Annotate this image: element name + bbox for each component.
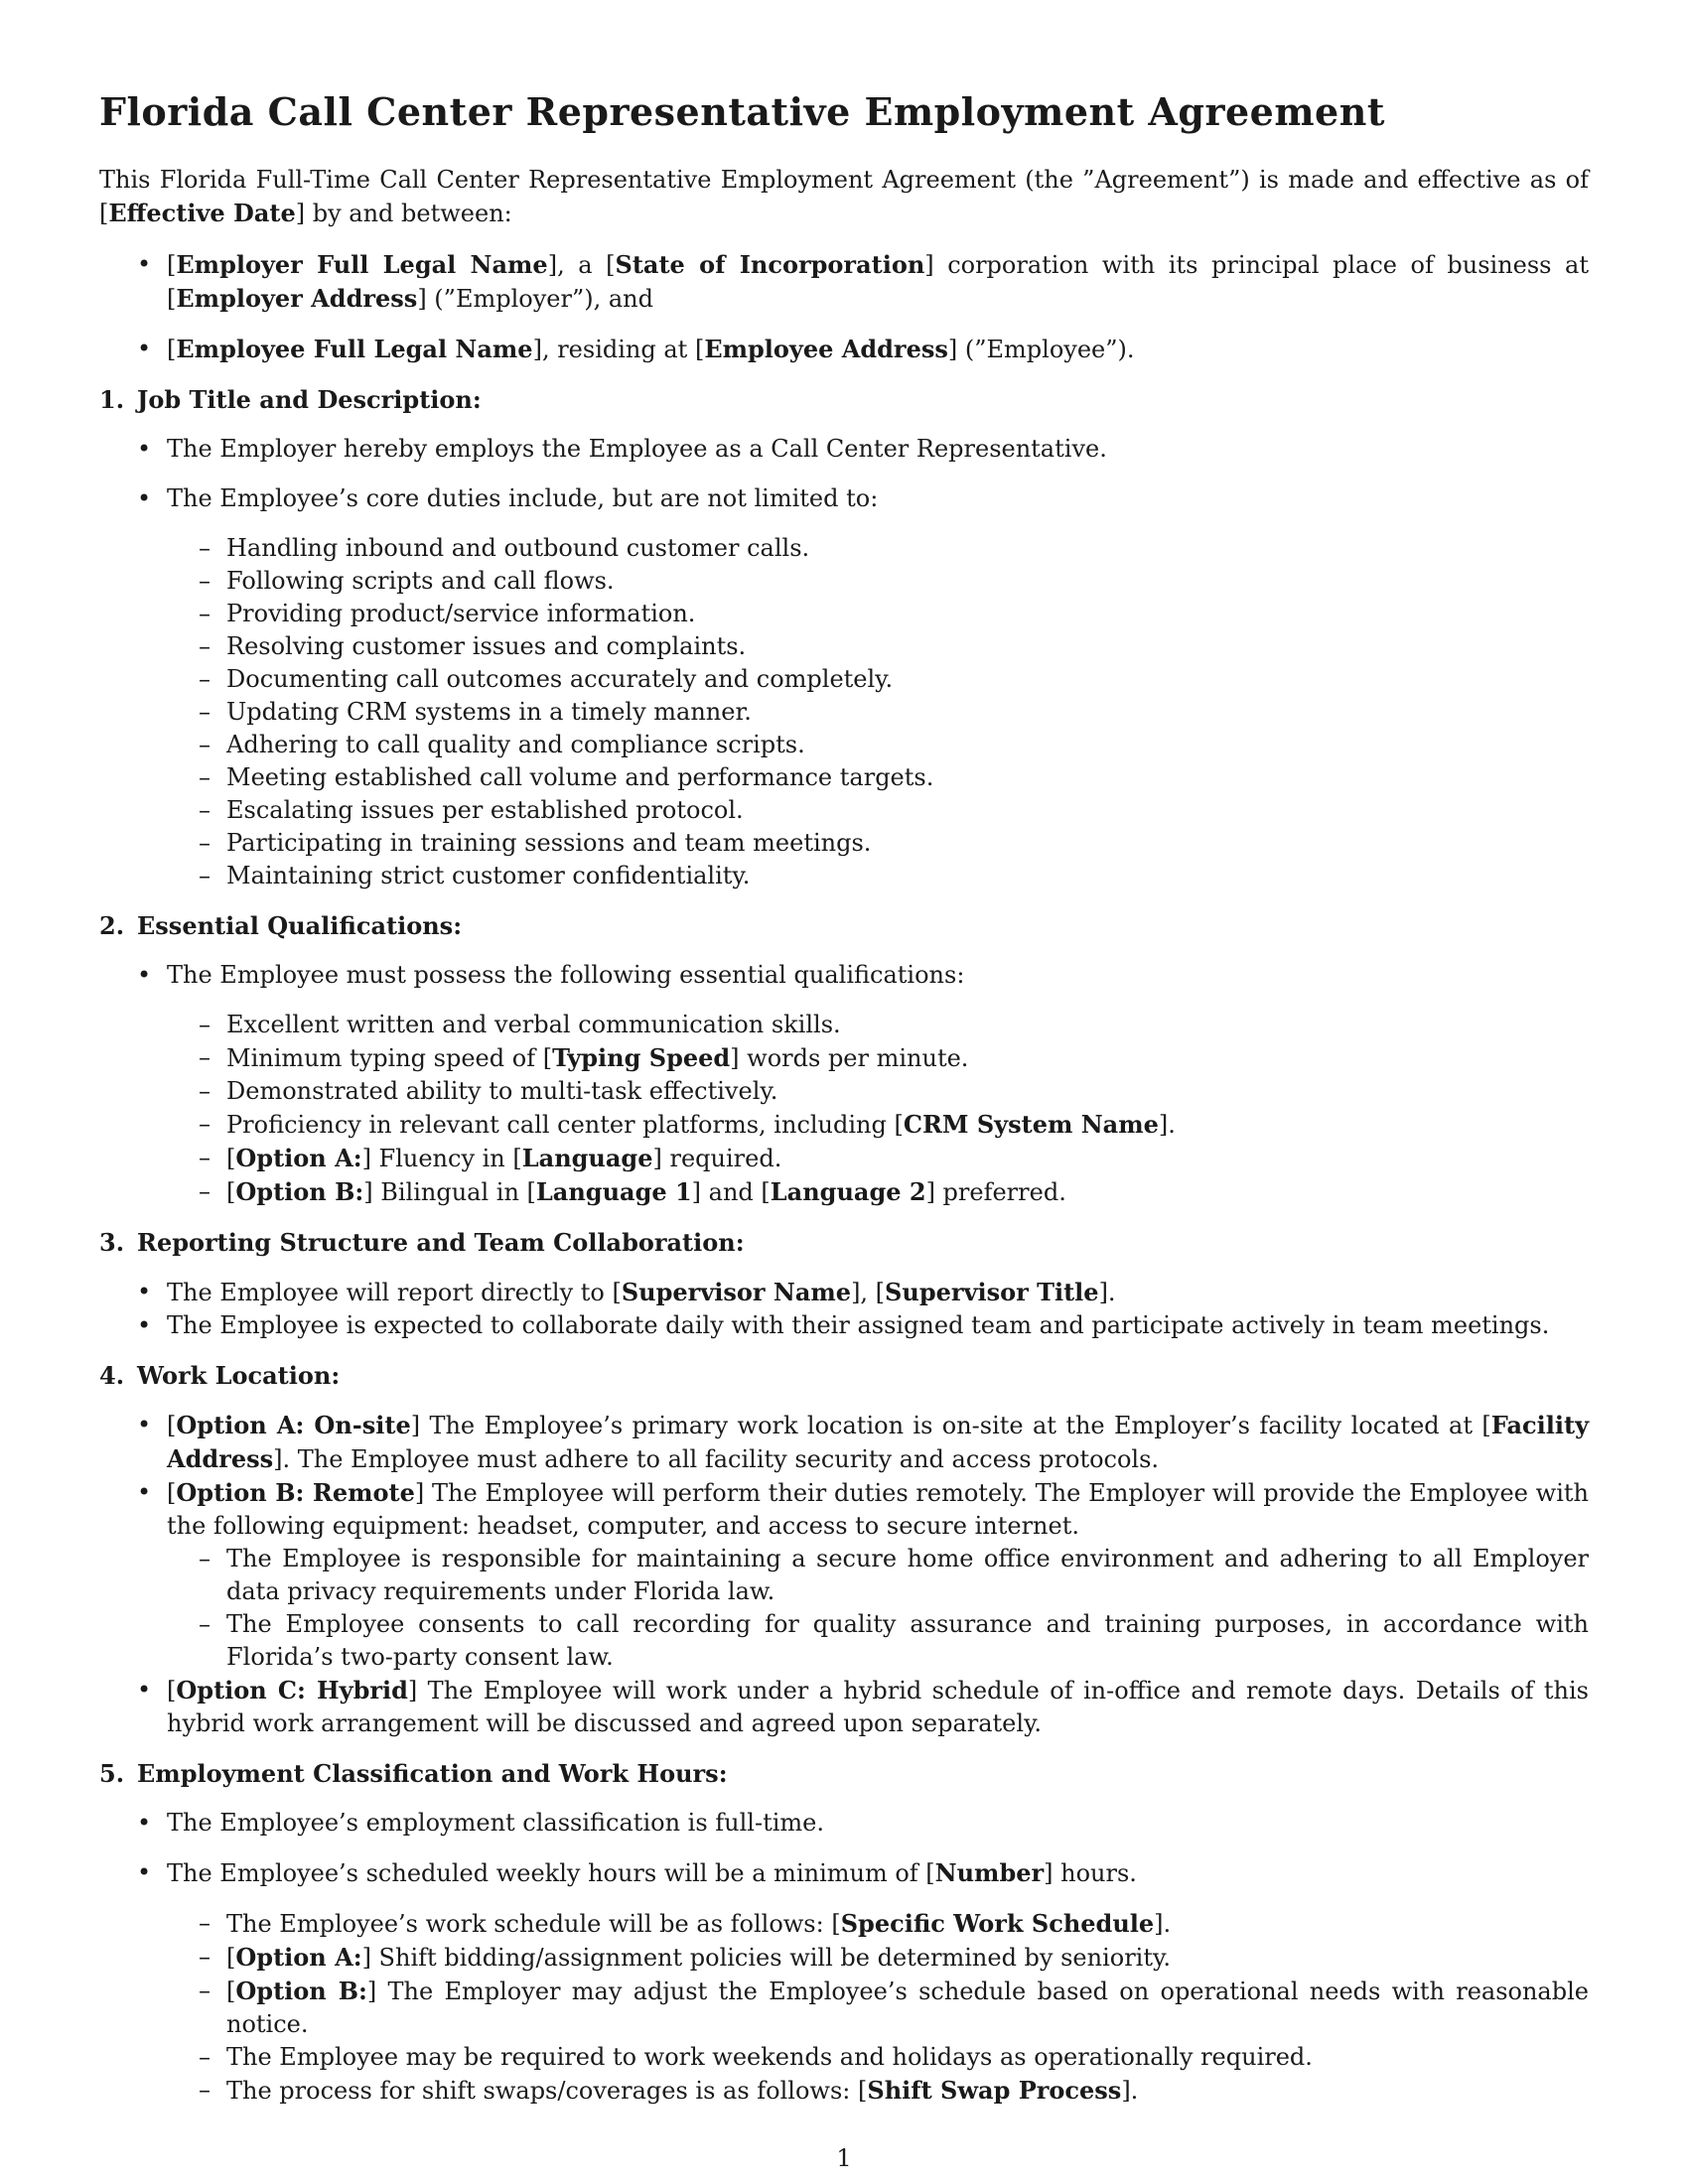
list-item: – [Option B:] Bilingual in [Language 1] and [Language 2] preferred.: [99, 1175, 1589, 1209]
section-heading-1: 1. Job Title and Description:: [99, 385, 482, 414]
section-heading-3: 3. Reporting Structure and Team Collaboration:: [99, 1228, 745, 1257]
list-item: – Providing product/service information.: [99, 598, 1589, 630]
list-item: • The Employee’s scheduled weekly hours will be a minimum of [Number] hours.: [99, 1856, 1589, 1890]
list-item: – Excellent written and verbal communication skills.: [99, 1009, 1589, 1041]
list-item: – Participating in training sessions and team meetings.: [99, 827, 1589, 860]
remote-sub-list: [167, 1543, 1589, 1674]
list-item: – The Employee’s work schedule will be as follows: [Specific Work Schedule].: [99, 1907, 1589, 1941]
list-item: • [Option C: Hybrid] The Employee will work under a hybrid schedule of in-office and remote days. Details of this hybrid work arrangement will be discussed and agreed upon separately.: [99, 1674, 1589, 1740]
list-item: – The Employee consents to call recording for quality assurance and training purposes, in accordance with Florida’s two-party consent law.: [167, 1608, 1589, 1674]
section-2-list: [99, 959, 1589, 992]
crm-system-placeholder: CRM System Name: [903, 1110, 1159, 1139]
list-item: – Documenting call outcomes accurately and completely.: [99, 663, 1589, 696]
list-item: • [Option B: Remote] The Employee will perform their duties remotely. The Employer will provide the Employee with the following equipment: headset, computer, and access to secure internet. – The Employee is responsible for maintaining a secure home office environment and adhering to all Employer data privacy requirements under Florida law. – The Employee consents to call recording for quality assurance and training purposes, in accordance with Florida’s two-party consent law.: [99, 1476, 1589, 1674]
list-item: • [Option A: On-site] The Employee’s primary work location is on-site at the Employer’s facility located at [Facility Address]. The Employee must adhere to all facility security and access protocols.: [99, 1409, 1589, 1476]
list-item: • The Employee’s employment classification is full-time.: [99, 1807, 1589, 1840]
work-schedule-placeholder: Specific Work Schedule: [840, 1909, 1155, 1938]
employer-address-placeholder: Employer Address: [176, 284, 418, 313]
supervisor-title-placeholder: Supervisor Title: [885, 1278, 1099, 1306]
list-item: – Minimum typing speed of [Typing Speed] words per minute.: [99, 1041, 1589, 1075]
list-item: – Adhering to call quality and compliance scripts.: [99, 729, 1589, 761]
list-item: – The process for shift swaps/coverages is as follows: [Shift Swap Process].: [99, 2074, 1589, 2108]
section-3-list: [99, 1276, 1589, 1342]
list-item: – Escalating issues per established protocol.: [99, 794, 1589, 827]
section-heading-2: 2. Essential Qualifications:: [99, 911, 463, 940]
schedule-list: [99, 1907, 1589, 2108]
list-item: – Maintaining strict customer confidentiality.: [99, 860, 1589, 892]
language-1-placeholder: Language 1: [535, 1177, 692, 1206]
party-employer: • [Employer Full Legal Name], a [State of Incorporation] corporation with its principal place of business at [Employer Address] (”Employer”), and: [99, 248, 1589, 316]
page-title: Florida Call Center Representative Employment Agreement: [99, 89, 1385, 134]
shift-swap-placeholder: Shift Swap Process: [867, 2076, 1122, 2105]
supervisor-name-placeholder: Supervisor Name: [621, 1278, 852, 1306]
list-item: – [Option B:] The Employer may adjust the Employee’s schedule based on operational needs with reasonable notice.: [99, 1975, 1589, 2041]
list-item: • The Employee will report directly to [Supervisor Name], [Supervisor Title].: [99, 1276, 1589, 1309]
employer-name-placeholder: Employer Full Legal Name: [176, 250, 548, 279]
list-item: – The Employee may be required to work weekends and holidays as operationally required.: [99, 2041, 1589, 2074]
intro-text: This Florida Full-Time Call Center Representative Employment Agreement (the ”Agreement”) is made and effective as of [: [99, 166, 1589, 227]
list-item: – Proficiency in relevant call center platforms, including [CRM System Name].: [99, 1108, 1589, 1142]
list-item: • The Employee’s core duties include, but are not limited to:: [99, 482, 1589, 515]
list-item: • The Employee must possess the following essential qualifications:: [99, 959, 1589, 992]
list-item: – Following scripts and call flows.: [99, 565, 1589, 598]
list-item: – Demonstrated ability to multi-task effectively.: [99, 1075, 1589, 1108]
section-heading-4: 4. Work Location:: [99, 1361, 341, 1390]
document-page: [99, 89, 1589, 2108]
list-item: – Meeting established call volume and performance targets.: [99, 761, 1589, 794]
section-4-list: [99, 1409, 1589, 1740]
list-item: • The Employer hereby employs the Employee as a Call Center Representative.: [99, 433, 1589, 466]
page-number: 1: [836, 2144, 852, 2172]
list-item: – The Employee is responsible for maintaining a secure home office environment and adhering to all Employer data privacy requirements under Florida law.: [167, 1543, 1589, 1608]
section-1-list: [99, 433, 1589, 515]
facility-address-placeholder: Facility Address: [167, 1411, 1590, 1473]
list-item: – Resolving customer issues and complaints.: [99, 630, 1589, 663]
language-2-placeholder: Language 2: [770, 1177, 926, 1206]
list-item: – Handling inbound and outbound customer calls.: [99, 532, 1589, 565]
effective-date-placeholder: Effective Date: [108, 199, 296, 227]
employee-name-placeholder: Employee Full Legal Name: [176, 335, 533, 363]
section-heading-5: 5. Employment Classification and Work Hours:: [99, 1759, 728, 1788]
duties-list: [99, 532, 1589, 892]
list-item: – [Option A:] Shift bidding/assignment policies will be determined by seniority.: [99, 1941, 1589, 1975]
typing-speed-placeholder: Typing Speed: [552, 1043, 731, 1072]
section-5-list: [99, 1807, 1589, 1890]
list-item: – [Option A:] Fluency in [Language] required.: [99, 1142, 1589, 1175]
employee-address-placeholder: Employee Address: [704, 335, 948, 363]
parties-list: [99, 248, 1589, 366]
intro-text: ] by and between:: [295, 200, 512, 227]
list-item: – Updating CRM systems in a timely manner.: [99, 696, 1589, 729]
list-item: • The Employee is expected to collaborate daily with their assigned team and participate actively in team meetings.: [99, 1309, 1589, 1342]
party-employee: • [Employee Full Legal Name], residing at [Employee Address] (”Employee”).: [99, 333, 1589, 366]
state-placeholder: State of Incorporation: [615, 250, 925, 279]
hours-placeholder: Number: [934, 1858, 1045, 1887]
qualifications-list: [99, 1009, 1589, 1209]
language-placeholder: Language: [521, 1144, 653, 1172]
intro-paragraph: [99, 164, 1589, 230]
